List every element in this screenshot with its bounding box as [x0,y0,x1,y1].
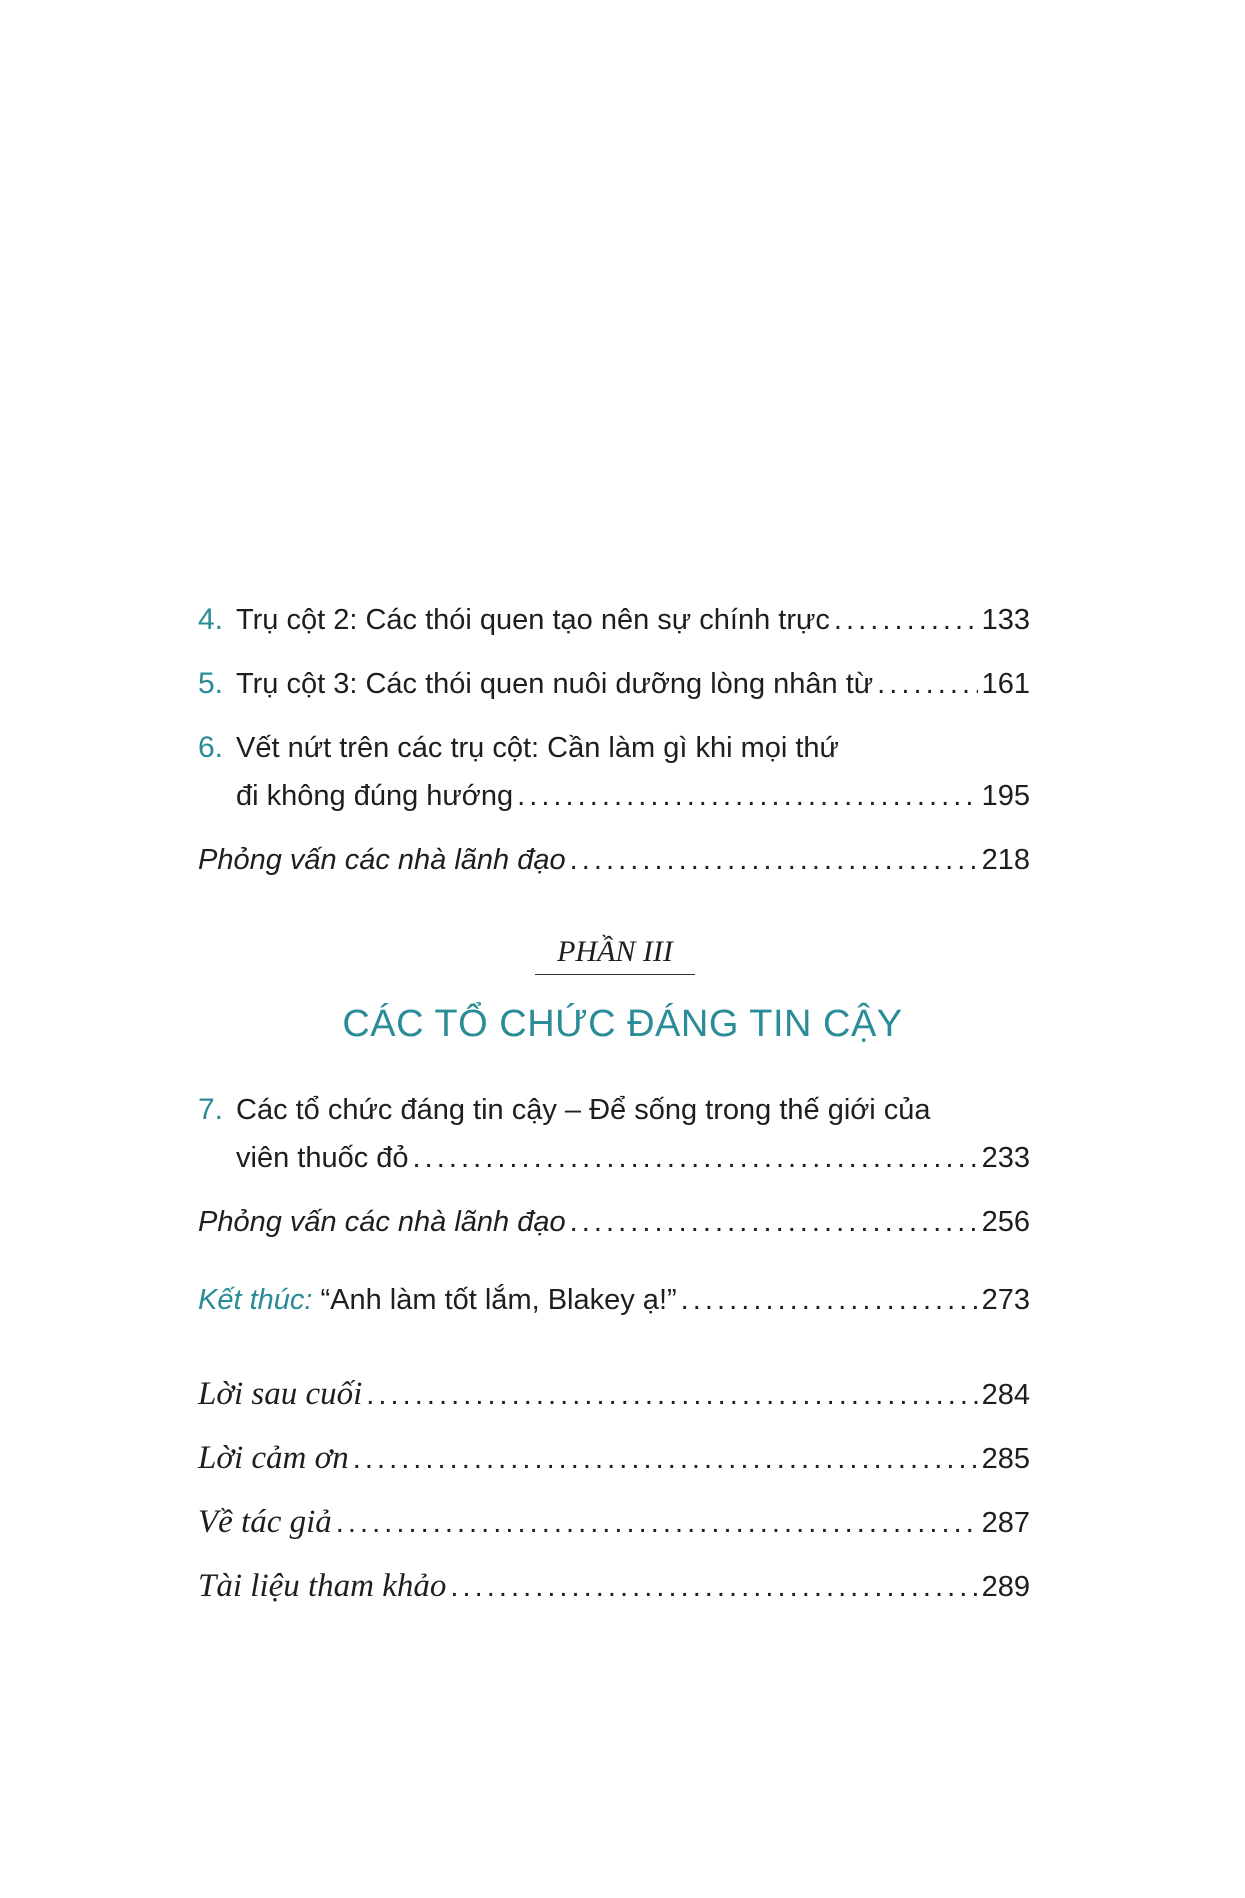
dot-leader [834,600,978,640]
dot-leader [336,1503,978,1543]
toc-entry-interview-1[interactable] [198,840,1030,880]
toc-entry-conclusion[interactable] [198,1280,1030,1320]
page-number: 287 [981,1507,1030,1539]
chapter-title-line2: viên thuốc đỏ [236,1142,409,1174]
chapter-number: 4. [198,603,224,636]
page-number: 285 [981,1443,1030,1475]
page-number: 233 [981,1142,1030,1174]
part-title: CÁC TỔ CHỨC ĐÁNG TIN CẬY [342,1003,903,1045]
toc-entry-chapter-4[interactable] [198,600,1030,640]
page-number: 161 [981,668,1030,700]
conclusion-title: “Anh làm tốt lắm, Blakey ạ!” [320,1284,677,1316]
toc-entry-about-author[interactable] [198,1502,1030,1543]
toc-entry-chapter-7-cont[interactable] [198,1138,1030,1178]
page-number: 218 [981,844,1030,876]
chapter-title-line1: Các tổ chức đáng tin cậy – Để sống trong thế giới của [236,1094,931,1126]
chapter-title: Trụ cột 3: Các thói quen nuôi dưỡng lòng nhân từ [236,668,874,700]
chapter-title: Trụ cột 2: Các thói quen tạo nên sự chính trực [236,604,830,636]
dot-leader [353,1439,978,1479]
page-number: 284 [981,1379,1030,1411]
chapter-title-line2: đi không đúng hướng [236,780,514,812]
chapter-number: 5. [198,667,224,700]
toc-entry-acknowledgements[interactable] [198,1438,1030,1479]
page-number: 256 [981,1206,1030,1238]
page-number: 273 [981,1284,1030,1316]
entry-title: Tài liệu tham khảo [198,1568,447,1604]
toc-entry-chapter-7[interactable] [198,1090,1030,1130]
toc-entry-chapter-6-cont[interactable] [198,776,1030,816]
conclusion-label: Kết thúc: [198,1284,313,1316]
part-label: PHẦN III [557,935,673,968]
toc-entry-chapter-6[interactable] [198,728,1030,768]
page-number: 195 [981,780,1030,812]
chapter-number: 6. [198,731,224,764]
dot-leader [517,776,978,816]
dot-leader [450,1567,977,1607]
dot-leader [366,1375,977,1415]
entry-title: Lời sau cuối [198,1376,363,1412]
toc-entry-interview-2[interactable] [198,1202,1030,1242]
toc-entry-references[interactable] [198,1566,1030,1607]
chapter-number: 7. [198,1093,224,1126]
toc-entry-afterword[interactable] [198,1374,1030,1415]
part-label-underline [535,974,695,975]
toc-entry-chapter-5[interactable] [198,664,1030,704]
entry-title: Lời cảm ơn [198,1440,349,1476]
entry-title: Về tác giả [198,1504,332,1540]
page-number: 133 [981,604,1030,636]
page-number: 289 [981,1571,1030,1603]
entry-title: Phỏng vấn các nhà lãnh đạo [198,1206,566,1238]
dot-leader [413,1138,978,1178]
dot-leader [681,1280,978,1320]
entry-title: Phỏng vấn các nhà lãnh đạo [198,844,566,876]
dot-leader [570,1202,978,1242]
dot-leader [570,840,978,880]
dot-leader [877,664,977,704]
chapter-title-line1: Vết nứt trên các trụ cột: Cần làm gì khi mọi thứ [236,732,839,764]
